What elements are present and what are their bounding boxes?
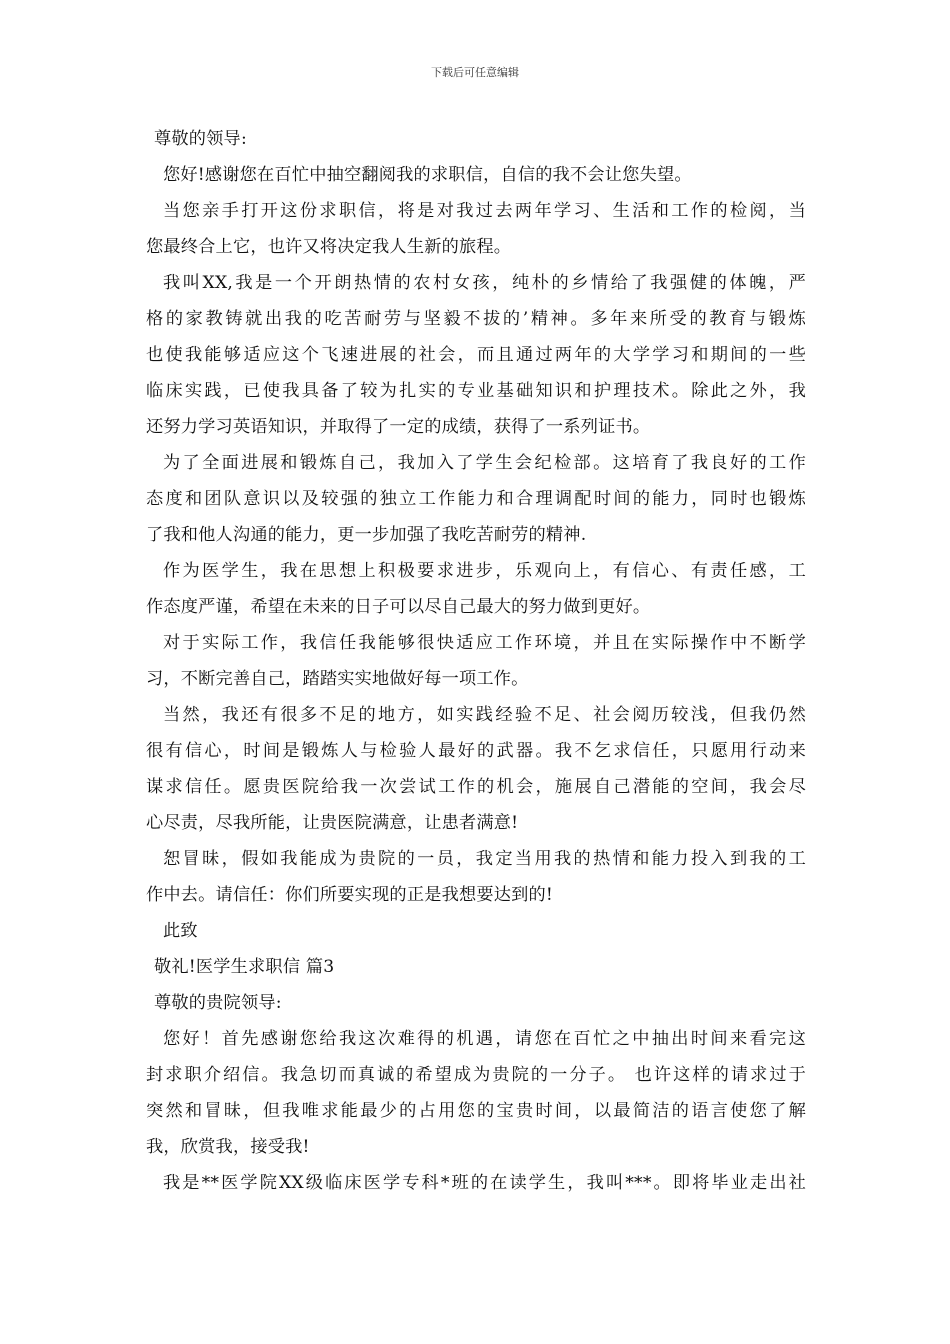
text-line: 了我和他人沟通的能力，更一步加强了我吃苦耐劳的精神. [146,525,587,545]
text-line: 我叫XX,我是一个开朗热情的农村女孩，纯朴的乡情给了我强健的体魄，严 [163,273,806,293]
text-line: 当然，我还有很多不足的地方，如实践经验不足、社会阅历较浅，但我仍然 [163,705,806,725]
text-line: 作态度严谨，希望在未来的日子可以尽自己最大的努力做到更好。 [146,597,651,617]
text-line: 尊敬的领导: [154,129,247,149]
text-line: 态度和团队意识以及较强的独立工作能力和合理调配时间的能力，同时也锻炼 [146,489,806,509]
text-line: 格的家教铸就出我的吃苦耐劳与坚毅不拔的’精神。多年来所受的教育与锻炼 [146,309,806,329]
text-line: 还努力学习英语知识，并取得了一定的成绩，获得了一系列证书。 [146,417,651,437]
text-line: 作中去。请信任：你们所要实现的正是我想要达到的! [146,885,554,905]
text-line: 谋求信任。愿贵医院给我一次尝试工作的机会，施展自己潜能的空间，我会尽 [146,777,806,797]
text-line: 心尽责，尽我所能，让贵医院满意，让患者满意! [146,813,519,833]
text-line: 您好！首先感谢您给我这次难得的机遇，请您在百忙之中抽出时间来看完这 [163,1029,806,1049]
text-line: 恕冒昧，假如我能成为贵院的一员，我定当用我的热情和能力投入到我的工 [163,849,806,869]
text-line: 为了全面进展和锻炼自己，我加入了学生会纪检部。这培育了我良好的工作 [163,453,806,473]
text-line: 临床实践，已使我具备了较为扎实的专业基础知识和护理技术。除此之外，我 [146,381,806,401]
text-line: 突然和冒昧，但我唯求能最少的占用您的宝贵时间，以最简洁的语言使您了解 [146,1101,806,1121]
text-line: 也使我能够适应这个飞速进展的社会，而且通过两年的大学学习和期间的一些 [146,345,806,365]
text-line: 对于实际工作，我信任我能够很快适应工作环境，并且在实际操作中不断学 [163,633,806,653]
text-line: 尊敬的贵院领导: [154,993,282,1013]
letter-body [146,121,806,1201]
text-line: 此致 [163,921,198,941]
text-line: 您最终合上它，也许又将决定我人生新的旅程。 [146,237,512,257]
text-line: 您好!感谢您在百忙中抽空翻阅我的求职信，自信的我不会让您失望。 [163,165,692,185]
text-line: 我，欣赏我，接受我! [146,1137,310,1157]
text-line: 作为医学生，我在思想上积极要求进步，乐观向上，有信心、有责任感，工 [163,561,806,581]
text-line: 敬礼!医学生求职信 篇3 [154,957,335,977]
text-line: 当您亲手打开这份求职信，将是对我过去两年学习、生活和工作的检阅，当 [163,201,806,221]
page-header-note: 下载后可任意编辑 [431,66,519,79]
text-line: 很有信心，时间是锻炼人与检验人最好的武器。我不乞求信任，只愿用行动来 [146,741,806,761]
text-line: 我是**医学院XX级临床医学专科*班的在读学生，我叫***。即将毕业走出社 [163,1173,806,1193]
text-line: 封求职介绍信。我急切而真诚的希望成为贵院的一分子。 也许这样的请求过于 [146,1065,806,1085]
text-line: 习，不断完善自己，踏踏实实地做好每一项工作。 [146,669,529,689]
